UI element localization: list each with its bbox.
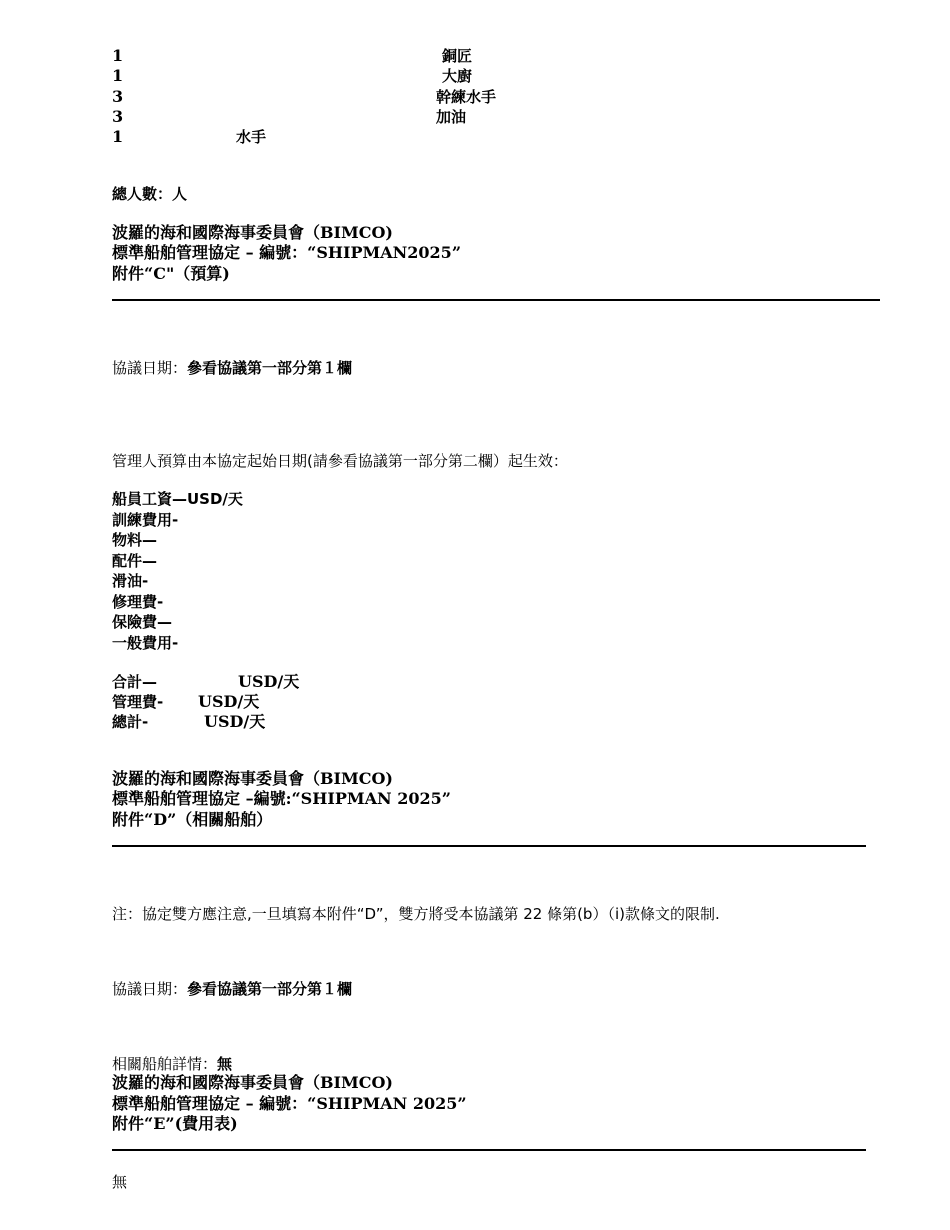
annex-c-title-org: 波羅的海和國際海事委員會（BIMCO)	[112, 223, 393, 242]
crew-role-5: 水手	[236, 128, 267, 146]
budget-management-fee-unit: USD/天	[198, 692, 260, 711]
crew-count-5: 1	[112, 127, 124, 146]
annex-d-title-annex: 附件“D”（相關船舶）	[112, 810, 273, 829]
budget-grand-total-unit: USD/天	[204, 712, 266, 731]
budget-item-stores: 物料—	[112, 531, 158, 549]
crew-count-4: 3	[112, 107, 124, 126]
annex-d-note: 注：協定雙方應注意,一旦填寫本附件“D”，雙方將受本協議第 22 條第(b）（i)款條文的限制.	[112, 905, 720, 923]
crew-role-2: 大廚	[442, 67, 473, 85]
budget-item-spares: 配件—	[112, 552, 158, 570]
budget-grand-total-label: 總計-	[112, 713, 149, 731]
crew-role-1: 銅匠	[442, 47, 473, 65]
crew-role-4: 加油	[436, 108, 467, 126]
annex-d-title-org: 波羅的海和國際海事委員會（BIMCO)	[112, 769, 393, 788]
budget-item-insurance: 保險費—	[112, 613, 173, 631]
budget-item-repairs: 修理費-	[112, 593, 164, 611]
annex-d-date-label: 協議日期：	[112, 980, 188, 998]
budget-intro: 管理人預算由本協定起始日期(請參看協議第一部分第二欄）起生效：	[112, 452, 568, 470]
crew-total: 總人數：人	[112, 185, 188, 203]
crew-count-3: 3	[112, 87, 124, 106]
annex-e-content: 無	[112, 1173, 128, 1191]
annex-c-title-annex: 附件“C"（預算)	[112, 264, 230, 283]
crew-role-3: 幹練水手	[436, 88, 497, 106]
annex-d-divider	[112, 845, 866, 847]
annex-d-title-agreement: 標準船舶管理協定 –編號:“SHIPMAN 2025”	[112, 789, 451, 808]
annex-c-date-value: 參看協議第一部分第１欄	[187, 359, 353, 377]
related-vessel-row	[112, 1054, 232, 1074]
annex-e-title-agreement: 標準船舶管理協定 – 編號：“SHIPMAN 2025”	[112, 1094, 467, 1113]
budget-subtotal-unit: USD/天	[238, 672, 300, 691]
budget-item-lube-oil: 滑油-	[112, 572, 149, 590]
annex-c-date-row	[112, 358, 352, 378]
budget-subtotal-label: 合計—	[112, 673, 158, 691]
budget-item-general: 一般費用-	[112, 634, 179, 652]
annex-d-date-row	[112, 979, 352, 999]
crew-count-1: 1	[112, 46, 124, 65]
annex-e-title-annex: 附件“E”(費用表)	[112, 1114, 238, 1133]
annex-d-date-value: 參看協議第一部分第１欄	[187, 980, 353, 998]
annex-e-divider	[112, 1149, 866, 1151]
annex-c-divider	[112, 299, 880, 301]
budget-item-crew-wages: 船員工資—USD/天	[112, 490, 243, 508]
budget-item-training: 訓練費用-	[112, 511, 179, 529]
related-vessel-label: 相關船舶詳情：	[112, 1055, 218, 1073]
related-vessel-value: 無	[217, 1055, 233, 1073]
annex-c-title-agreement: 標準船舶管理協定 – 編號：“SHIPMAN2025”	[112, 243, 462, 262]
annex-e-title-org: 波羅的海和國際海事委員會（BIMCO)	[112, 1073, 393, 1092]
annex-c-date-label: 協議日期：	[112, 359, 188, 377]
budget-management-fee-label: 管理費-	[112, 693, 164, 711]
crew-count-2: 1	[112, 66, 124, 85]
